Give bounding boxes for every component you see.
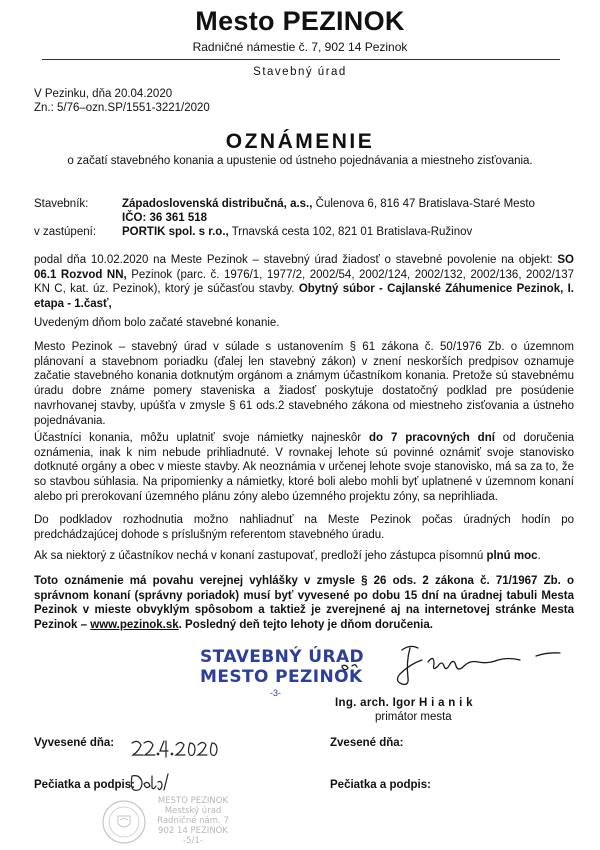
website-link[interactable]: www.pezinok.sk xyxy=(90,619,179,632)
round-seal-icon xyxy=(100,798,148,846)
para6-power: plnú moc xyxy=(486,550,538,562)
stamp-sign-label-left: Pečiatka a podpis: xyxy=(34,779,135,791)
ico-value: 36 361 518 xyxy=(149,212,208,224)
round-stamp-line-5: -5/1- xyxy=(183,836,203,846)
representative-name: PORTIK spol. s r.o., xyxy=(122,226,229,238)
builder-name: Západoslovenská distribučná, a.s., xyxy=(122,198,313,210)
representative-value xyxy=(122,226,574,238)
paragraph-representation xyxy=(34,549,574,564)
page-mark: -3- xyxy=(270,688,281,698)
stamp-line-2: MESTO PEZINOK xyxy=(200,667,363,687)
round-stamp-line-3: Radničné nám. 7 xyxy=(157,816,229,826)
builder-address: Čulenova 6, 816 47 Bratislava-Staré Mesto xyxy=(312,198,535,210)
paragraph-inspection: Do podkladov rozhodnutia možno nahliadnuť na Meste Pezinok počas úradných hodín po predchádzajúcej dohode s príslušným referentom stavebného úradu. xyxy=(34,514,574,541)
para1-object: SO 06.1 Rozvod NN, xyxy=(34,254,574,281)
para4-rest: od doručenia oznámenia, inak k nim nebude prihliadnuté. V rovnakej lehote sú povinné oznámiť svoje stanovisko dotknuté orgány a obec v mieste stavby. Ak neoznámia v určenej lehote svoje stanovisko, má sa za to, že so stavbou súhlasia. Na pripomienky a námietky, ktoré boli alebo mohli byť uplatnené v územnom konaní alebo pri prerokovaní územného plánu zóny alebo územného projektu zóny, sa neprihliada. xyxy=(34,432,574,503)
para4-text: Účastníci konania, môžu uplatniť svoje námietky najneskôr xyxy=(34,432,370,444)
stamp-sign-label-right: Pečiatka a podpis: xyxy=(330,779,431,791)
city-address: Radničné námestie č. 7, 902 14 Pezinok xyxy=(192,40,408,54)
round-stamp-line-4: 902 14 PEZINOK xyxy=(158,826,228,836)
paragraph-public-notice xyxy=(34,574,574,633)
round-stamp-line-2: Mestský úrad xyxy=(164,806,222,816)
paragraph-objections xyxy=(34,431,574,505)
para1-text: podal dňa 10.02.2020 na Meste Pezinok – stavebný úrad žiadosť o stavebné povolenie na objekt: xyxy=(34,254,558,266)
builder-value xyxy=(122,198,574,210)
para7-text: Toto oznámenie má povahu verejnej vyhlášky v zmysle § 26 ods. 2 zákona č. 71/1967 Zb. o správnom konaní (správny poriadok) musí byť vyvesené po dobu 15 dní na úradnej tabuli Mesta Pezinok v mieste obvyklým spôsobom a taktiež je zverejnené aj na internetovej stránke Mesta Pezinok – xyxy=(34,575,574,632)
para6-text: Ak sa niektorý z účastníkov nechá v konaní zastupovať, predloží jeho zástupca písomnú xyxy=(34,550,487,562)
mayor-title: primátor mesta xyxy=(375,711,452,723)
header-divider xyxy=(42,59,560,60)
paragraph-started: Uvedeným dňom bolo začaté stavebné konanie. xyxy=(34,317,280,329)
reference-number: Zn.: 5/76–ozn.SP/1551-3221/2020 xyxy=(34,102,210,114)
posting-signature xyxy=(128,770,178,796)
round-stamp-text xyxy=(148,796,238,846)
mayor-signature xyxy=(340,640,590,690)
para1-parcels: Pezinok (parc. č. 1976/1, 1977/2, 2002/54, 2002/124, 2002/132, 2002/136, 2002/137 KN C, kat. úz. Pezinok), ktorý je súčasťou stavby. xyxy=(34,268,574,296)
para1-project: Obytný súbor - Cajlanské Záhumenice Pezinok, I. etapa - 1.časť, xyxy=(34,283,574,311)
para7-end: . Posledný deň tejto lehoty je dňom doručenia. xyxy=(178,619,433,632)
office-name: Stavebný úrad xyxy=(253,66,347,78)
paragraph-notice: Mesto Pezinok – stavebný úrad v súlade s ustanovením § 61 zákona č. 50/1976 Zb. o územnom plánovaní a stavebnom poriadku (ďalej len stavebný zákon) v znení neskorších predpisov oznamuje začatie stavebného konania dotknutým orgánom a známym účastníkom konania. Pretože sú stavebnému úradu dobre známe pomery staveniska a žiadosť poskytuje dostatočný podklad pre posúdenie navrhovanej stavby, upúšťa v zmysle § 61 ods.2 stavebného zákona od miestneho zisťovania a ústneho pojednávania. xyxy=(34,341,574,427)
stamp-line-1: STAVEBNÝ ÚRAD xyxy=(200,647,365,667)
document-title: OZNÁMENIE xyxy=(225,130,375,153)
representative-address: Trnavská cesta 102, 821 01 Bratislava-Ružinov xyxy=(228,226,473,238)
city-heading: Mesto PEZINOK xyxy=(195,6,405,36)
para6-end: . xyxy=(537,550,541,562)
posted-date-handwritten xyxy=(130,735,220,761)
paragraph-application xyxy=(34,253,574,312)
document-subtitle: o začatí stavebného konania a upustenie od ústneho pojednávania a miestneho zisťovania. xyxy=(67,155,533,167)
round-stamp-line-1: MESTO PEZINOK xyxy=(157,796,229,806)
builder-label: Stavebník: xyxy=(34,198,89,210)
posted-label: Vyvesené dňa: xyxy=(34,737,115,749)
ico-label: IČO: xyxy=(122,212,147,224)
para4-deadline: do 7 pracovných dní xyxy=(369,432,495,444)
ico-value-wrap xyxy=(122,212,574,224)
place-date: V Pezinku, dňa 20.04.2020 xyxy=(34,88,173,100)
representative-label: v zastúpení: xyxy=(34,226,97,238)
mayor-name: Ing. arch. Igor H i a n i k xyxy=(335,697,473,709)
removed-label: Zvesené dňa: xyxy=(330,737,404,749)
